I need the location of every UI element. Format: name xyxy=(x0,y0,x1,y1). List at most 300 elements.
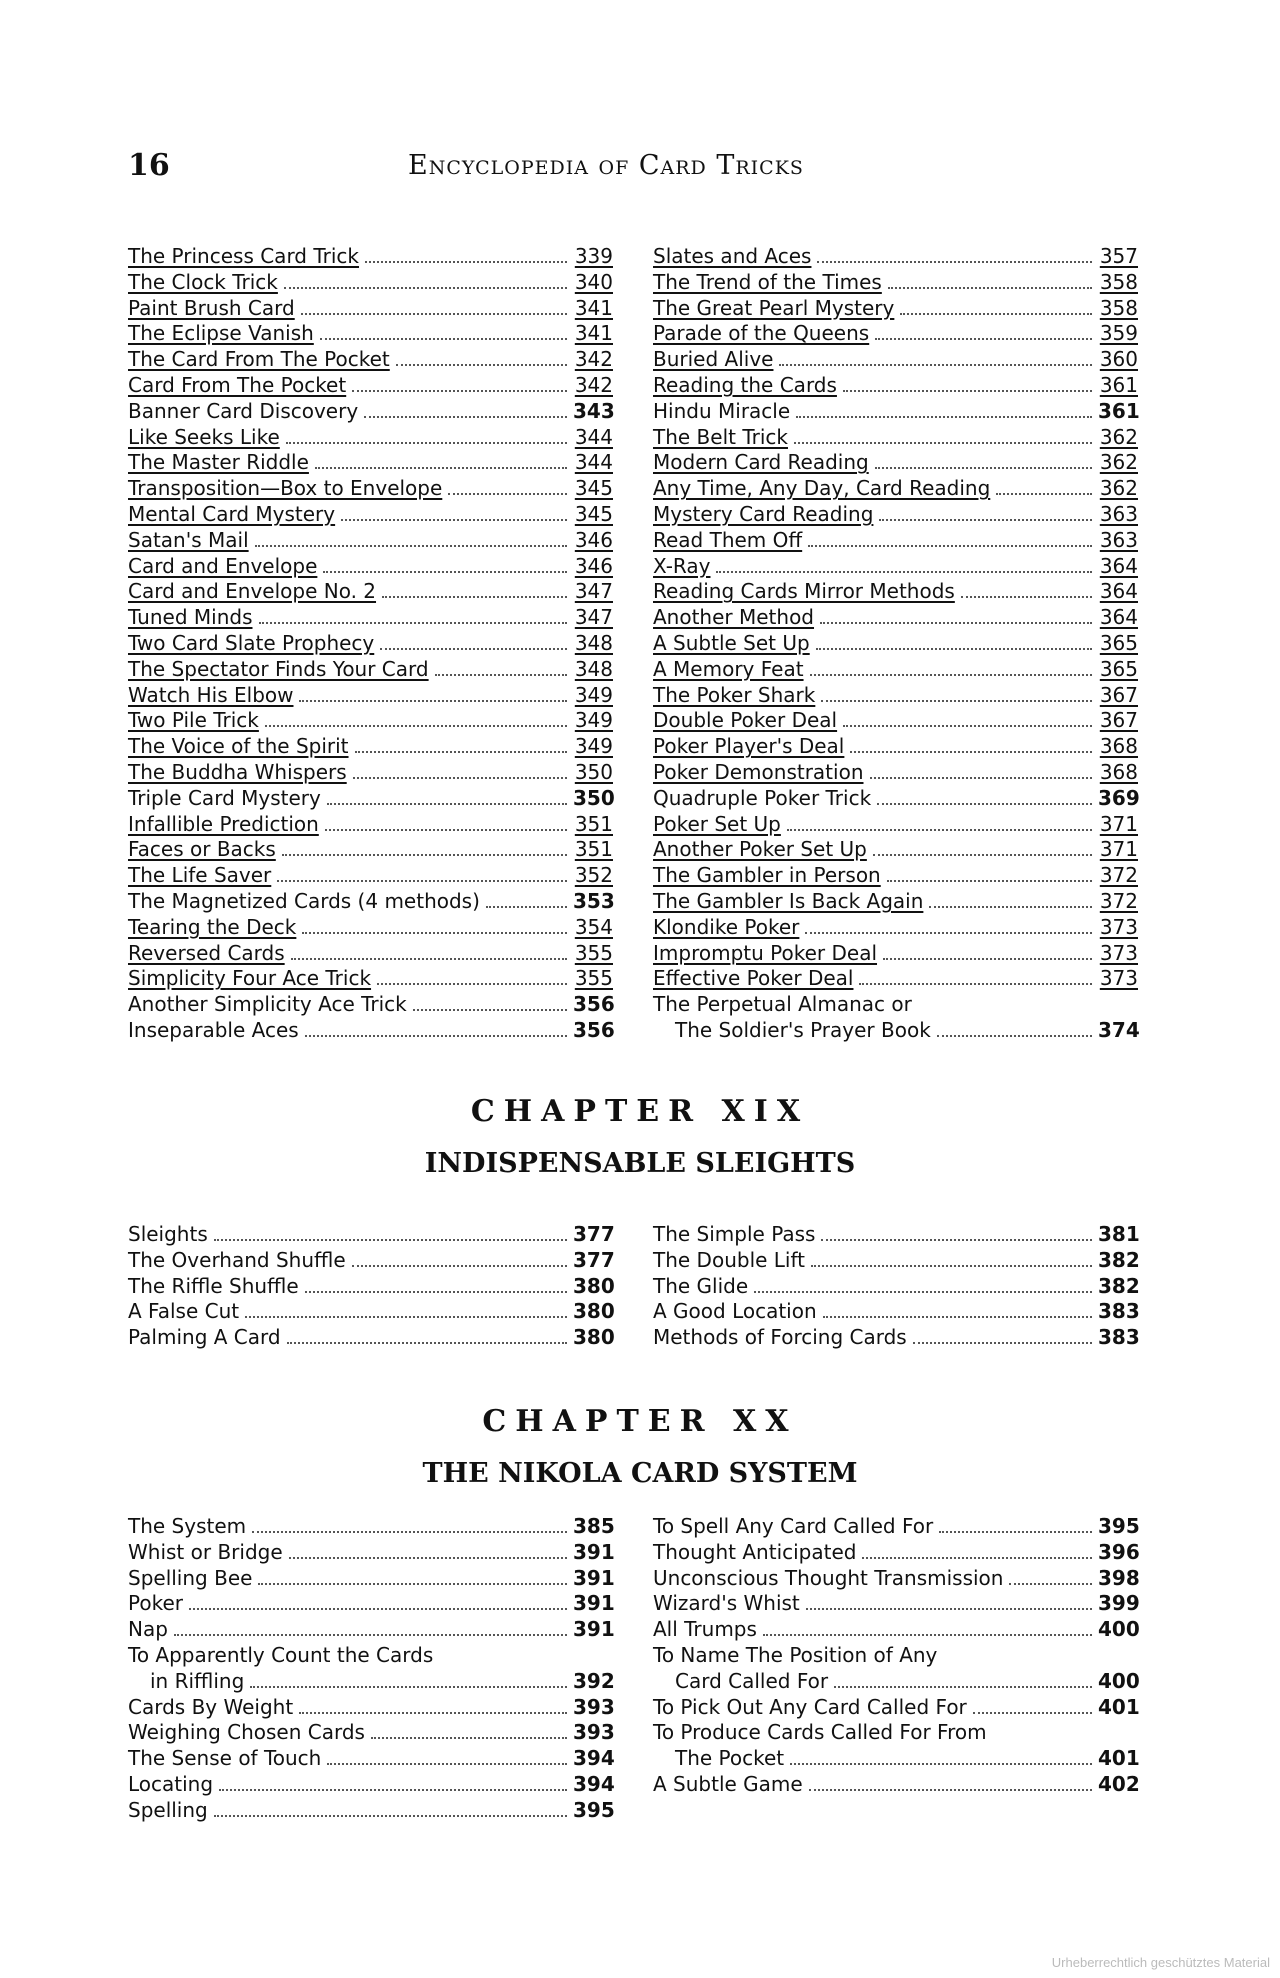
leader-dots xyxy=(301,312,567,315)
entry-title: Card Called For xyxy=(675,1668,829,1693)
toc-entry xyxy=(128,1222,613,1248)
toc-entry xyxy=(128,605,613,631)
entry-page-number: 342 xyxy=(574,347,613,372)
entry-title: The Master Riddle xyxy=(128,450,309,475)
toc-entry xyxy=(653,450,1138,476)
entry-title: Two Pile Trick xyxy=(128,708,259,733)
entry-page-number: 341 xyxy=(574,321,613,346)
toc-entry xyxy=(653,760,1138,786)
entry-page-number: 344 xyxy=(574,450,613,475)
toc-entry xyxy=(653,1566,1138,1592)
toc-entry xyxy=(128,321,613,347)
toc-entry xyxy=(128,1591,613,1617)
entry-title: Klondike Poker xyxy=(653,914,800,939)
toc-entry xyxy=(128,1566,613,1592)
entry-page-number: 356 xyxy=(573,1017,615,1042)
leader-dots xyxy=(289,1556,567,1559)
leader-dots xyxy=(821,1238,1092,1241)
entry-page-number: 382 xyxy=(1098,1273,1140,1298)
toc-entry xyxy=(653,605,1138,631)
leader-dots xyxy=(380,647,567,650)
entry-page-number: 362 xyxy=(1099,450,1138,475)
leader-dots xyxy=(843,389,1092,392)
leader-dots xyxy=(486,905,567,908)
toc-section-1 xyxy=(128,244,1138,1044)
leader-dots xyxy=(299,699,567,702)
entry-title: Inseparable Aces xyxy=(128,1017,299,1042)
entry-page-number: 364 xyxy=(1099,579,1138,604)
leader-dots xyxy=(282,853,567,856)
entry-title: The Soldier's Prayer Book xyxy=(675,1017,931,1042)
entry-page-number: 369 xyxy=(1098,785,1140,810)
leader-dots xyxy=(305,1290,567,1293)
leader-dots xyxy=(806,1607,1092,1610)
entry-page-number: 350 xyxy=(573,785,615,810)
entry-title: Quadruple Poker Trick xyxy=(653,785,872,810)
entry-title: Cards By Weight xyxy=(128,1694,294,1719)
entry-page-number: 363 xyxy=(1099,527,1138,552)
toc-entry xyxy=(128,863,613,889)
entry-title: Another Simplicity Ace Trick xyxy=(128,992,407,1017)
entry-title: Nap xyxy=(128,1617,168,1642)
entry-title: Mental Card Mystery xyxy=(128,501,336,526)
toc-entry xyxy=(653,1669,1138,1695)
leader-dots xyxy=(355,750,567,753)
entry-page-number: 348 xyxy=(574,656,613,681)
entry-page-number: 393 xyxy=(573,1720,615,1745)
toc-right-column xyxy=(653,1222,1138,1351)
entry-page-number: 372 xyxy=(1099,863,1138,888)
leader-dots xyxy=(754,1290,1092,1293)
entry-title: Card and Envelope xyxy=(128,553,318,578)
entry-title: The Belt Trick xyxy=(653,424,788,449)
entry-page-number: 400 xyxy=(1098,1668,1140,1693)
toc-left-column xyxy=(128,1514,613,1824)
toc-entry xyxy=(653,1643,1138,1669)
entry-title: Infallible Prediction xyxy=(128,811,319,836)
leader-dots xyxy=(277,879,567,882)
leader-dots xyxy=(779,363,1092,366)
toc-entry xyxy=(653,734,1138,760)
copyright-watermark: Urheberrechtlich geschütztes Material xyxy=(1051,1955,1270,1970)
toc-entry xyxy=(128,812,613,838)
leader-dots xyxy=(364,415,567,418)
toc-entry xyxy=(653,966,1138,992)
entry-title: To Produce Cards Called For From xyxy=(653,1720,987,1745)
entry-page-number: 391 xyxy=(573,1565,615,1590)
toc-entry xyxy=(653,941,1138,967)
entry-title: Satan's Mail xyxy=(128,527,249,552)
entry-page-number: 360 xyxy=(1099,347,1138,372)
toc-entry xyxy=(128,915,613,941)
toc-right-column xyxy=(653,244,1138,1044)
toc-entry xyxy=(653,1018,1138,1044)
entry-page-number: 361 xyxy=(1098,398,1140,423)
leader-dots xyxy=(811,1264,1092,1267)
leader-dots xyxy=(448,492,567,495)
leader-dots xyxy=(879,518,1092,521)
running-title: Encyclopedia of Card Tricks xyxy=(408,150,804,181)
entry-title: The Trend of the Times xyxy=(653,269,882,294)
entry-title: To Apparently Count the Cards xyxy=(128,1642,434,1667)
leader-dots xyxy=(1009,1582,1092,1585)
leader-dots xyxy=(834,1685,1092,1688)
toc-left-column xyxy=(128,244,613,1044)
entry-page-number: 395 xyxy=(573,1797,615,1822)
entry-title: Modern Card Reading xyxy=(653,450,869,475)
toc-entry xyxy=(128,476,613,502)
entry-page-number: 346 xyxy=(574,553,613,578)
toc-entry xyxy=(653,425,1138,451)
entry-title: The Voice of the Spirit xyxy=(128,734,349,759)
toc-entry xyxy=(128,683,613,709)
entry-page-number: 385 xyxy=(573,1514,615,1538)
entry-page-number: 381 xyxy=(1098,1222,1140,1246)
leader-dots xyxy=(805,931,1092,934)
leader-dots xyxy=(299,1711,567,1714)
toc-entry xyxy=(128,941,613,967)
entry-title: The Magnetized Cards (4 methods) xyxy=(128,888,480,913)
leader-dots xyxy=(887,879,1092,882)
leader-dots xyxy=(796,415,1092,418)
leader-dots xyxy=(843,724,1092,727)
leader-dots xyxy=(255,544,567,547)
entry-title: A False Cut xyxy=(128,1299,240,1324)
toc-entry xyxy=(128,244,613,270)
toc-entry xyxy=(653,1591,1138,1617)
entry-page-number: 355 xyxy=(574,940,613,965)
entry-page-number: 395 xyxy=(1098,1514,1140,1538)
leader-dots xyxy=(817,260,1092,263)
toc-entry xyxy=(128,270,613,296)
leader-dots xyxy=(352,389,567,392)
entry-page-number: 401 xyxy=(1098,1746,1140,1771)
toc-entry xyxy=(128,373,613,399)
toc-entry xyxy=(128,554,613,580)
entry-page-number: 393 xyxy=(573,1694,615,1719)
entry-title: The Riffle Shuffle xyxy=(128,1273,299,1298)
entry-title: The Simple Pass xyxy=(653,1222,816,1246)
page-header xyxy=(128,148,1138,192)
leader-dots xyxy=(214,1238,567,1241)
leader-dots xyxy=(323,570,567,573)
toc-entry xyxy=(128,992,613,1018)
entry-page-number: 367 xyxy=(1099,708,1138,733)
entry-title: Reading Cards Mirror Methods xyxy=(653,579,955,604)
leader-dots xyxy=(973,1711,1092,1714)
entry-title: Faces or Backs xyxy=(128,837,276,862)
entry-page-number: 349 xyxy=(574,734,613,759)
toc-entry xyxy=(128,1720,613,1746)
leader-dots xyxy=(763,1633,1092,1636)
toc-entry xyxy=(653,296,1138,322)
entry-page-number: 359 xyxy=(1099,321,1138,346)
entry-title: Methods of Forcing Cards xyxy=(653,1325,907,1350)
leader-dots xyxy=(302,931,567,934)
leader-dots xyxy=(877,802,1092,805)
entry-title: The Perpetual Almanac or xyxy=(653,992,912,1017)
leader-dots xyxy=(794,441,1092,444)
toc-entry xyxy=(653,1617,1138,1643)
toc-entry xyxy=(653,476,1138,502)
leader-dots xyxy=(315,466,567,469)
entry-title: in Riffling xyxy=(150,1668,245,1693)
toc-entry xyxy=(128,1299,613,1325)
toc-entry xyxy=(653,837,1138,863)
toc-entry xyxy=(653,889,1138,915)
leader-dots xyxy=(875,466,1092,469)
entry-page-number: 353 xyxy=(573,888,615,913)
entry-page-number: 351 xyxy=(574,837,613,862)
leader-dots xyxy=(327,1762,567,1765)
leader-dots xyxy=(888,286,1092,289)
leader-dots xyxy=(996,492,1092,495)
leader-dots xyxy=(327,802,567,805)
entry-page-number: 365 xyxy=(1099,656,1138,681)
entry-title: Reading the Cards xyxy=(653,372,837,397)
leader-dots xyxy=(816,647,1092,650)
leader-dots xyxy=(320,337,567,340)
leader-dots xyxy=(900,312,1092,315)
chapter-19-title: INDISPENSABLE SLEIGHTS xyxy=(424,1148,856,1179)
toc-entry xyxy=(128,347,613,373)
toc-entry xyxy=(653,992,1138,1018)
toc-entry xyxy=(653,579,1138,605)
entry-title: Two Card Slate Prophecy xyxy=(128,630,375,655)
entry-page-number: 394 xyxy=(573,1746,615,1771)
toc-entry xyxy=(653,244,1138,270)
entry-title: Impromptu Poker Deal xyxy=(653,940,878,965)
entry-title: Banner Card Discovery xyxy=(128,398,359,423)
entry-page-number: 347 xyxy=(574,579,613,604)
toc-entry xyxy=(128,1274,613,1300)
entry-page-number: 382 xyxy=(1098,1247,1140,1272)
leader-dots xyxy=(873,853,1092,856)
leader-dots xyxy=(382,595,567,598)
toc-entry xyxy=(128,1540,613,1566)
entry-page-number: 345 xyxy=(574,476,613,501)
toc-entry xyxy=(653,1248,1138,1274)
entry-page-number: 352 xyxy=(574,863,613,888)
leader-dots xyxy=(214,1814,567,1817)
toc-entry xyxy=(653,399,1138,425)
entry-page-number: 372 xyxy=(1099,888,1138,913)
entry-title: Thought Anticipated xyxy=(653,1539,857,1564)
entry-title: Poker Player's Deal xyxy=(653,734,845,759)
entry-title: Card From The Pocket xyxy=(128,372,347,397)
entry-title: A Subtle Game xyxy=(653,1771,803,1796)
toc-entry xyxy=(128,734,613,760)
toc-entry xyxy=(653,321,1138,347)
entry-page-number: 371 xyxy=(1099,837,1138,862)
entry-page-number: 373 xyxy=(1099,914,1138,939)
entry-page-number: 349 xyxy=(574,682,613,707)
entry-page-number: 391 xyxy=(573,1591,615,1616)
toc-entry xyxy=(653,1222,1138,1248)
leader-dots xyxy=(287,1341,567,1344)
entry-title: Spelling xyxy=(128,1797,208,1822)
toc-entry xyxy=(653,1274,1138,1300)
entry-page-number: 339 xyxy=(574,244,613,268)
leader-dots xyxy=(352,1264,567,1267)
entry-title: Poker xyxy=(128,1591,183,1616)
leader-dots xyxy=(850,750,1092,753)
entry-title: Sleights xyxy=(128,1222,208,1246)
leader-dots xyxy=(937,1034,1092,1037)
entry-title: Simplicity Four Ace Trick xyxy=(128,966,372,991)
leader-dots xyxy=(377,982,567,985)
entry-page-number: 349 xyxy=(574,708,613,733)
leader-dots xyxy=(396,363,567,366)
toc-entry xyxy=(653,812,1138,838)
toc-entry xyxy=(653,708,1138,734)
entry-page-number: 348 xyxy=(574,630,613,655)
leader-dots xyxy=(413,1008,567,1011)
entry-title: Poker Demonstration xyxy=(653,759,864,784)
entry-title: The Poker Shark xyxy=(653,682,816,707)
toc-entry xyxy=(128,1325,613,1351)
entry-page-number: 355 xyxy=(574,966,613,991)
entry-page-number: 373 xyxy=(1099,966,1138,991)
toc-entry xyxy=(128,657,613,683)
entry-title: Tearing the Deck xyxy=(128,914,297,939)
leader-dots xyxy=(790,1762,1092,1765)
entry-page-number: 383 xyxy=(1098,1325,1140,1350)
entry-title: The Life Saver xyxy=(128,863,272,888)
entry-page-number: 383 xyxy=(1098,1299,1140,1324)
leader-dots xyxy=(174,1633,567,1636)
toc-entry xyxy=(653,631,1138,657)
toc-entry xyxy=(128,786,613,812)
entry-title: Wizard's Whist xyxy=(653,1591,800,1616)
leader-dots xyxy=(252,1530,567,1533)
entry-page-number: 365 xyxy=(1099,630,1138,655)
leader-dots xyxy=(961,595,1092,598)
toc-entry xyxy=(653,657,1138,683)
entry-page-number: 377 xyxy=(573,1247,615,1272)
leader-dots xyxy=(820,621,1092,624)
entry-title: The Sense of Touch xyxy=(128,1746,322,1771)
toc-entry xyxy=(653,1299,1138,1325)
entry-title: Unconscious Thought Transmission xyxy=(653,1565,1004,1590)
entry-page-number: 364 xyxy=(1099,553,1138,578)
entry-title: Another Poker Set Up xyxy=(653,837,867,862)
entry-title: Mystery Card Reading xyxy=(653,501,874,526)
entry-title: A Memory Feat xyxy=(653,656,804,681)
entry-title: To Name The Position of Any xyxy=(653,1642,938,1667)
entry-title: Read Them Off xyxy=(653,527,803,552)
leader-dots xyxy=(870,776,1093,779)
entry-page-number: 361 xyxy=(1099,372,1138,397)
chapter-19-label: CHAPTER XIX xyxy=(470,1094,810,1129)
entry-page-number: 368 xyxy=(1099,759,1138,784)
entry-title: Tuned Minds xyxy=(128,605,253,630)
leader-dots xyxy=(341,518,567,521)
leader-dots xyxy=(286,441,567,444)
leader-dots xyxy=(325,828,567,831)
toc-entry xyxy=(128,1669,613,1695)
entry-page-number: 374 xyxy=(1098,1017,1140,1042)
toc-entry xyxy=(128,450,613,476)
leader-dots xyxy=(821,699,1092,702)
entry-title: The Card From The Pocket xyxy=(128,347,390,372)
entry-page-number: 400 xyxy=(1098,1617,1140,1642)
toc-entry xyxy=(653,502,1138,528)
entry-page-number: 396 xyxy=(1098,1539,1140,1564)
toc-entry xyxy=(128,1746,613,1772)
leader-dots xyxy=(291,957,567,960)
entry-title: Transposition—Box to Envelope xyxy=(128,476,443,501)
leader-dots xyxy=(823,1315,1092,1318)
leader-dots xyxy=(284,286,567,289)
entry-title: Like Seeks Like xyxy=(128,424,280,449)
toc-entry xyxy=(128,399,613,425)
entry-page-number: 346 xyxy=(574,527,613,552)
leader-dots xyxy=(929,905,1092,908)
toc-entry xyxy=(128,1695,613,1721)
leader-dots xyxy=(862,1556,1092,1559)
leader-dots xyxy=(810,673,1092,676)
entry-page-number: 380 xyxy=(573,1325,615,1350)
entry-page-number: 354 xyxy=(574,914,613,939)
entry-title: The Buddha Whispers xyxy=(128,759,347,784)
toc-entry xyxy=(128,631,613,657)
toc-entry xyxy=(653,1746,1138,1772)
toc-entry xyxy=(128,502,613,528)
leader-dots xyxy=(189,1607,567,1610)
entry-title: The Great Pearl Mystery xyxy=(653,295,895,320)
entry-page-number: 402 xyxy=(1098,1771,1140,1796)
entry-title: The Overhand Shuffle xyxy=(128,1247,346,1272)
entry-page-number: 350 xyxy=(574,759,613,784)
entry-page-number: 344 xyxy=(574,424,613,449)
toc-entry xyxy=(653,528,1138,554)
leader-dots xyxy=(371,1736,567,1739)
entry-title: Watch His Elbow xyxy=(128,682,294,707)
entry-title: The Gambler Is Back Again xyxy=(653,888,924,913)
entry-page-number: 341 xyxy=(574,295,613,320)
toc-entry xyxy=(128,1248,613,1274)
entry-page-number: 363 xyxy=(1099,501,1138,526)
toc-entry xyxy=(128,837,613,863)
toc-entry xyxy=(653,1514,1138,1540)
entry-title: The Double Lift xyxy=(653,1247,806,1272)
toc-entry xyxy=(653,786,1138,812)
entry-title: Effective Poker Deal xyxy=(653,966,854,991)
entry-title: Locating xyxy=(128,1771,214,1796)
entry-page-number: 362 xyxy=(1099,476,1138,501)
entry-page-number: 351 xyxy=(574,811,613,836)
toc-entry xyxy=(128,708,613,734)
entry-title: Parade of the Queens xyxy=(653,321,870,346)
leader-dots xyxy=(787,828,1092,831)
entry-title: Poker Set Up xyxy=(653,811,781,836)
entry-page-number: 340 xyxy=(574,269,613,294)
toc-entry xyxy=(653,373,1138,399)
entry-page-number: 371 xyxy=(1099,811,1138,836)
toc-entry xyxy=(653,1540,1138,1566)
toc-entry xyxy=(653,1695,1138,1721)
toc-entry xyxy=(653,1772,1138,1798)
toc-chapter-20 xyxy=(128,1514,1138,1824)
leader-dots xyxy=(265,724,567,727)
entry-title: The Clock Trick xyxy=(128,269,278,294)
toc-left-column xyxy=(128,1222,613,1351)
leader-dots xyxy=(259,621,568,624)
leader-dots xyxy=(859,982,1092,985)
entry-title: The Princess Card Trick xyxy=(128,244,359,268)
entry-page-number: 398 xyxy=(1098,1565,1140,1590)
